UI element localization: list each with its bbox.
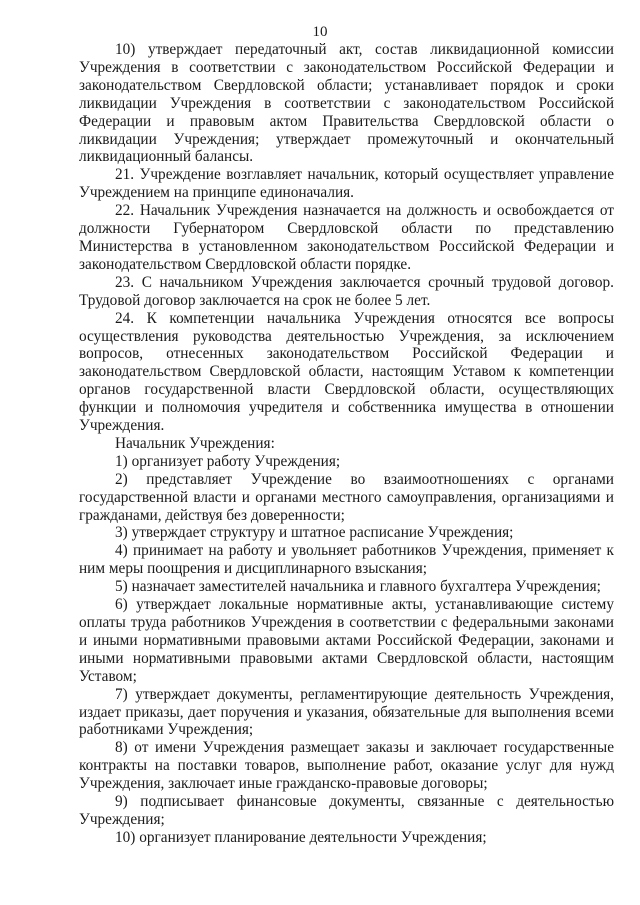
paragraph: 24. К компетенции начальника Учреждения относятся все вопросы осуществления руководства деятельностью Учреждения, за исключением вопросов, отнесенных законодательством Российской Федерации и законодательством Свердловской области, настоящим Уставом к компетенции органов государственной власти Свердловской области, осуществляющих функции и полномочия учредителя и собственника имущества в отношении Учреждения. xyxy=(79,309,614,435)
paragraph: 8) от имени Учреждения размещает заказы и заключает государственные контракты на поставки товаров, выполнение работ, оказание услуг для нужд Учреждения, заключает иные гражданско-правовые договоры; xyxy=(79,739,614,793)
paragraph: Начальник Учреждения: xyxy=(115,434,275,452)
paragraph: 10) организует планирование деятельности Учреждения; xyxy=(115,828,487,846)
document-body xyxy=(79,41,614,847)
paragraph: 4) принимает на работу и увольняет работников Учреждения, применяет к ним меры поощрения и дисциплинарного взыскания; xyxy=(79,542,614,578)
paragraph: 2) представляет Учреждение во взаимоотношениях с органами государственной власти и органами местного самоуправления, организациями и гражданами, действуя без доверенности; xyxy=(79,470,614,524)
paragraph: 10) утверждает передаточный акт, состав ликвидационной комиссии Учреждения в соответствии с законодательством Российской Федерации и законодательством Свердловской области; устанавливает порядок и сроки ликвидации Учреждения в соответствии с законодательством Российской Федерации и правовым актом Правительства Свердловской области о ликвидации Учреждения; утверждает промежуточный и окончательный ликвидационный балансы. xyxy=(79,41,614,166)
paragraph: 22. Начальник Учреждения назначается на должность и освобождается от должности Губернатором Свердловской области по представлению Министерства в установленном законодательством Российской Федерации и законодательством Свердловской области порядке. xyxy=(79,202,614,273)
paragraph: 1) организует работу Учреждения; xyxy=(115,452,341,470)
paragraph: 7) утверждает документы, регламентирующие деятельность Учреждения, издает приказы, дает поручения и указания, обязательные для выполнения всеми работниками Учреждения; xyxy=(79,685,614,739)
page-number: 10 xyxy=(312,24,328,40)
paragraph: 6) утверждает локальные нормативные акты, устанавливающие систему оплаты труда работников Учреждения в соответствии с федеральными законами и иными нормативными правовыми актами Российской Федерации, законами и иными нормативными правовыми актами Свердловской области, настоящим Уставом; xyxy=(79,596,614,685)
paragraph: 21. Учреждение возглавляет начальник, который осуществляет управление Учреждением на принципе единоначалия. xyxy=(79,166,614,202)
paragraph: 9) подписывает финансовые документы, связанные с деятельностью Учреждения; xyxy=(79,793,614,828)
paragraph: 3) утверждает структуру и штатное расписание Учреждения; xyxy=(115,524,514,542)
paragraph: 5) назначает заместителей начальника и главного бухгалтера Учреждения; xyxy=(115,578,601,596)
paragraph: 23. С начальником Учреждения заключается срочный трудовой договор. Трудовой договор заключается на срок не более 5 лет. xyxy=(79,273,614,309)
